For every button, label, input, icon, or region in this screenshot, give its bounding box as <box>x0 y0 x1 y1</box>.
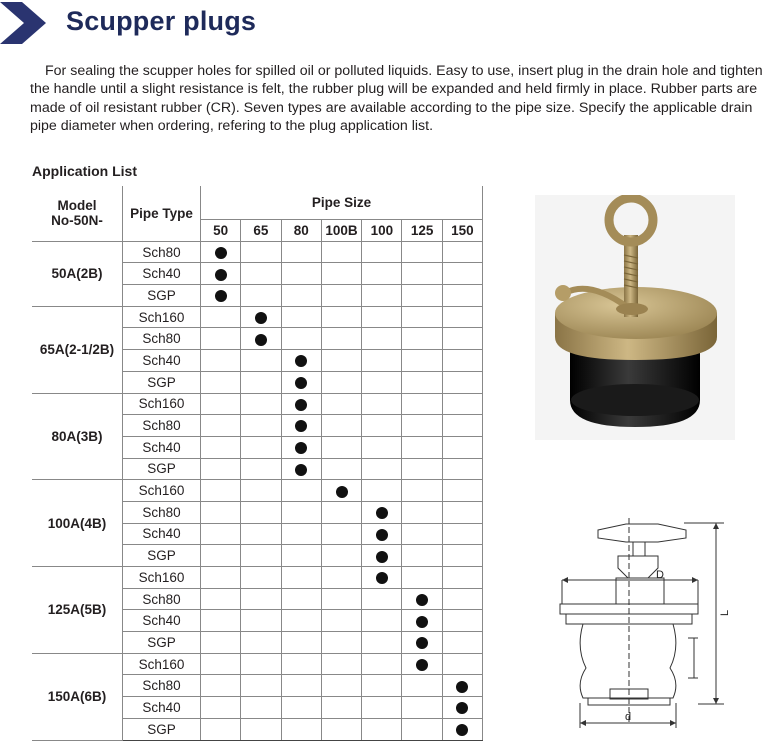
pipe-size-50: 50 <box>201 220 241 242</box>
size-cell <box>362 436 402 458</box>
size-cell <box>241 501 281 523</box>
size-cell <box>442 545 482 567</box>
drawing-label-D: D <box>656 569 664 581</box>
description-text: For sealing the scupper holes for spilled oil or polluted liquids. Easy to use, insert plug in the drain hole and tighten the handle until a slight resistance is felt, the rubber plug will be expanded and held firmly in place. Rubber parts are made of oil resistant rubber (CR). Seven types are available according to the pipe size. Specify the applicable drain pipe diameter when ordering, refering to the plug application list. <box>30 63 763 134</box>
size-cell <box>442 675 482 697</box>
size-cell <box>241 350 281 372</box>
size-cell <box>362 501 402 523</box>
application-table <box>32 186 483 741</box>
size-cell <box>442 610 482 632</box>
table-row <box>32 567 483 589</box>
applicable-dot-icon <box>456 681 468 693</box>
size-cell <box>201 567 241 589</box>
applicable-dot-icon <box>376 529 388 541</box>
size-cell <box>201 371 241 393</box>
size-cell <box>281 632 321 654</box>
size-cell <box>362 393 402 415</box>
size-cell <box>402 285 442 307</box>
size-cell <box>281 350 321 372</box>
size-cell <box>321 371 361 393</box>
size-cell <box>362 567 402 589</box>
size-cell <box>201 523 241 545</box>
pipe-type-cell: Sch80 <box>123 241 201 263</box>
size-cell <box>281 718 321 740</box>
size-cell <box>362 480 402 502</box>
size-cell <box>201 306 241 328</box>
size-cell <box>442 480 482 502</box>
applicable-dot-icon <box>295 377 307 389</box>
size-cell <box>442 567 482 589</box>
size-cell <box>201 350 241 372</box>
model-cell: 80A(3B) <box>32 393 123 480</box>
size-cell <box>321 588 361 610</box>
size-cell <box>362 263 402 285</box>
size-cell <box>402 328 442 350</box>
size-cell <box>321 610 361 632</box>
size-cell <box>281 567 321 589</box>
size-cell <box>402 588 442 610</box>
size-cell <box>321 567 361 589</box>
size-cell <box>321 350 361 372</box>
size-cell <box>241 610 281 632</box>
size-cell <box>201 545 241 567</box>
pipe-type-cell: Sch160 <box>123 653 201 675</box>
pipe-type-cell: Sch160 <box>123 393 201 415</box>
size-cell <box>321 545 361 567</box>
size-cell <box>402 371 442 393</box>
pipe-size-80: 80 <box>281 220 321 242</box>
size-cell <box>362 458 402 480</box>
pipe-type-cell: SGP <box>123 458 201 480</box>
size-cell <box>281 241 321 263</box>
size-cell <box>281 263 321 285</box>
size-cell <box>402 393 442 415</box>
size-cell <box>241 306 281 328</box>
pipe-type-cell: Sch160 <box>123 567 201 589</box>
table-row <box>32 653 483 675</box>
size-cell <box>442 501 482 523</box>
size-cell <box>402 501 442 523</box>
size-cell <box>281 697 321 719</box>
size-cell <box>281 393 321 415</box>
pipe-type-cell: Sch80 <box>123 501 201 523</box>
pipe-type-cell: SGP <box>123 718 201 740</box>
size-cell <box>402 306 442 328</box>
size-cell <box>241 697 281 719</box>
size-cell <box>321 393 361 415</box>
size-cell <box>321 501 361 523</box>
size-cell <box>281 458 321 480</box>
pipe-size-125: 125 <box>402 220 442 242</box>
pipe-size-150: 150 <box>442 220 482 242</box>
size-cell <box>402 523 442 545</box>
pipe-type-cell: Sch40 <box>123 350 201 372</box>
pipe-type-cell: SGP <box>123 371 201 393</box>
applicable-dot-icon <box>215 290 227 302</box>
size-cell <box>281 436 321 458</box>
pipe-type-cell: SGP <box>123 285 201 307</box>
size-cell <box>281 610 321 632</box>
applicable-dot-icon <box>416 659 428 671</box>
size-cell <box>442 588 482 610</box>
size-cell <box>281 653 321 675</box>
size-cell <box>402 263 442 285</box>
pipe-type-cell: Sch80 <box>123 328 201 350</box>
size-cell <box>321 523 361 545</box>
size-cell <box>201 632 241 654</box>
size-cell <box>362 415 402 437</box>
pipe-size-header: Pipe Size <box>201 186 483 220</box>
applicable-dot-icon <box>295 464 307 476</box>
size-cell <box>321 263 361 285</box>
size-cell <box>241 567 281 589</box>
size-cell <box>362 306 402 328</box>
drawing-label-L: L <box>719 609 731 616</box>
size-cell <box>442 523 482 545</box>
size-cell <box>241 263 281 285</box>
size-cell <box>362 545 402 567</box>
size-cell <box>281 501 321 523</box>
applicable-dot-icon <box>416 594 428 606</box>
applicable-dot-icon <box>376 507 388 519</box>
applicable-dot-icon <box>295 355 307 367</box>
size-cell <box>241 371 281 393</box>
model-cell: 125A(5B) <box>32 567 123 654</box>
size-cell <box>201 501 241 523</box>
size-cell <box>241 675 281 697</box>
size-cell <box>201 588 241 610</box>
size-cell <box>321 415 361 437</box>
drawing-label-d: d <box>625 711 632 723</box>
size-cell <box>442 263 482 285</box>
model-cell: 50A(2B) <box>32 241 123 306</box>
size-cell <box>321 632 361 654</box>
size-cell <box>281 371 321 393</box>
size-cell <box>362 588 402 610</box>
applicable-dot-icon <box>376 551 388 563</box>
size-cell <box>442 285 482 307</box>
application-list-caption: Application List <box>32 163 137 179</box>
table-row <box>32 306 483 328</box>
size-cell <box>442 371 482 393</box>
table-row <box>32 393 483 415</box>
size-cell <box>321 480 361 502</box>
pipe-type-cell: SGP <box>123 632 201 654</box>
size-cell <box>241 285 281 307</box>
size-cell <box>362 697 402 719</box>
size-cell <box>442 436 482 458</box>
size-cell <box>362 285 402 307</box>
size-cell <box>281 523 321 545</box>
size-cell <box>281 480 321 502</box>
size-cell <box>442 350 482 372</box>
size-cell <box>362 718 402 740</box>
size-cell <box>402 610 442 632</box>
size-cell <box>362 653 402 675</box>
size-cell <box>201 610 241 632</box>
size-cell <box>402 545 442 567</box>
pipe-type-cell: Sch160 <box>123 480 201 502</box>
size-cell <box>362 241 402 263</box>
chevron-arrow-icon <box>0 2 48 44</box>
size-cell <box>281 588 321 610</box>
applicable-dot-icon <box>336 486 348 498</box>
size-cell <box>321 458 361 480</box>
pipe-size-65: 65 <box>241 220 281 242</box>
pipe-type-cell: Sch40 <box>123 436 201 458</box>
applicable-dot-icon <box>295 442 307 454</box>
size-cell <box>241 241 281 263</box>
size-cell <box>362 610 402 632</box>
model-cell: 150A(6B) <box>32 653 123 740</box>
pipe-type-cell: Sch80 <box>123 675 201 697</box>
size-cell <box>201 415 241 437</box>
size-cell <box>241 436 281 458</box>
size-cell <box>442 697 482 719</box>
page-title: Scupper plugs <box>66 6 257 36</box>
size-cell <box>362 350 402 372</box>
pipe-type-cell: SGP <box>123 545 201 567</box>
pipe-size-100: 100 <box>362 220 402 242</box>
size-cell <box>442 653 482 675</box>
pipe-type-cell: Sch80 <box>123 588 201 610</box>
size-cell <box>201 328 241 350</box>
size-cell <box>201 653 241 675</box>
size-cell <box>321 306 361 328</box>
size-cell <box>241 523 281 545</box>
size-cell <box>241 653 281 675</box>
table-row <box>32 241 483 263</box>
size-cell <box>402 567 442 589</box>
pipe-type-cell: Sch80 <box>123 415 201 437</box>
pipe-type-cell: Sch40 <box>123 523 201 545</box>
applicable-dot-icon <box>456 702 468 714</box>
size-cell <box>402 436 442 458</box>
size-cell <box>201 480 241 502</box>
pipe-type-cell: Sch40 <box>123 697 201 719</box>
size-cell <box>402 632 442 654</box>
size-cell <box>321 675 361 697</box>
size-cell <box>321 285 361 307</box>
model-cell: 65A(2-1/2B) <box>32 306 123 393</box>
size-cell <box>321 328 361 350</box>
size-cell <box>201 241 241 263</box>
technical-drawing <box>548 518 778 750</box>
size-cell <box>321 653 361 675</box>
size-cell <box>442 393 482 415</box>
size-cell <box>321 718 361 740</box>
size-cell <box>402 718 442 740</box>
size-cell <box>402 241 442 263</box>
size-cell <box>402 675 442 697</box>
size-cell <box>281 328 321 350</box>
size-cell <box>442 718 482 740</box>
size-cell <box>442 632 482 654</box>
size-cell <box>321 436 361 458</box>
size-cell <box>442 306 482 328</box>
size-cell <box>281 285 321 307</box>
size-cell <box>362 328 402 350</box>
size-cell <box>281 306 321 328</box>
size-cell <box>402 480 442 502</box>
size-cell <box>201 458 241 480</box>
size-cell <box>241 632 281 654</box>
applicable-dot-icon <box>215 247 227 259</box>
applicable-dot-icon <box>456 724 468 736</box>
size-cell <box>241 545 281 567</box>
applicable-dot-icon <box>255 334 267 346</box>
size-cell <box>201 393 241 415</box>
pipe-size-100B: 100B <box>321 220 361 242</box>
size-cell <box>281 545 321 567</box>
size-cell <box>281 675 321 697</box>
pipe-type-cell: Sch160 <box>123 306 201 328</box>
applicable-dot-icon <box>295 399 307 411</box>
applicable-dot-icon <box>215 269 227 281</box>
scupper-plug-photo <box>535 195 735 440</box>
size-cell <box>442 415 482 437</box>
pipe-type-cell: Sch40 <box>123 263 201 285</box>
size-cell <box>241 458 281 480</box>
size-cell <box>442 458 482 480</box>
size-cell <box>442 328 482 350</box>
size-cell <box>402 697 442 719</box>
applicable-dot-icon <box>295 420 307 432</box>
model-cell: 100A(4B) <box>32 480 123 567</box>
size-cell <box>362 523 402 545</box>
size-cell <box>201 675 241 697</box>
pipe-type-cell: Sch40 <box>123 610 201 632</box>
size-cell <box>362 675 402 697</box>
size-cell <box>241 588 281 610</box>
size-cell <box>241 393 281 415</box>
size-cell <box>201 285 241 307</box>
size-cell <box>321 241 361 263</box>
size-cell <box>241 480 281 502</box>
size-cell <box>201 718 241 740</box>
applicable-dot-icon <box>416 616 428 628</box>
size-cell <box>241 328 281 350</box>
size-cell <box>201 697 241 719</box>
size-cell <box>201 263 241 285</box>
size-cell <box>402 350 442 372</box>
size-cell <box>241 718 281 740</box>
size-cell <box>402 415 442 437</box>
table-row <box>32 480 483 502</box>
size-cell <box>281 415 321 437</box>
size-cell <box>442 241 482 263</box>
size-cell <box>402 653 442 675</box>
pipe-type-header: Pipe Type <box>123 186 201 241</box>
size-cell <box>201 436 241 458</box>
size-cell <box>402 458 442 480</box>
size-cell <box>241 415 281 437</box>
model-header: Model No-50N- <box>32 186 123 241</box>
applicable-dot-icon <box>416 637 428 649</box>
size-cell <box>362 632 402 654</box>
size-cell <box>321 697 361 719</box>
size-cell <box>362 371 402 393</box>
applicable-dot-icon <box>255 312 267 324</box>
applicable-dot-icon <box>376 572 388 584</box>
